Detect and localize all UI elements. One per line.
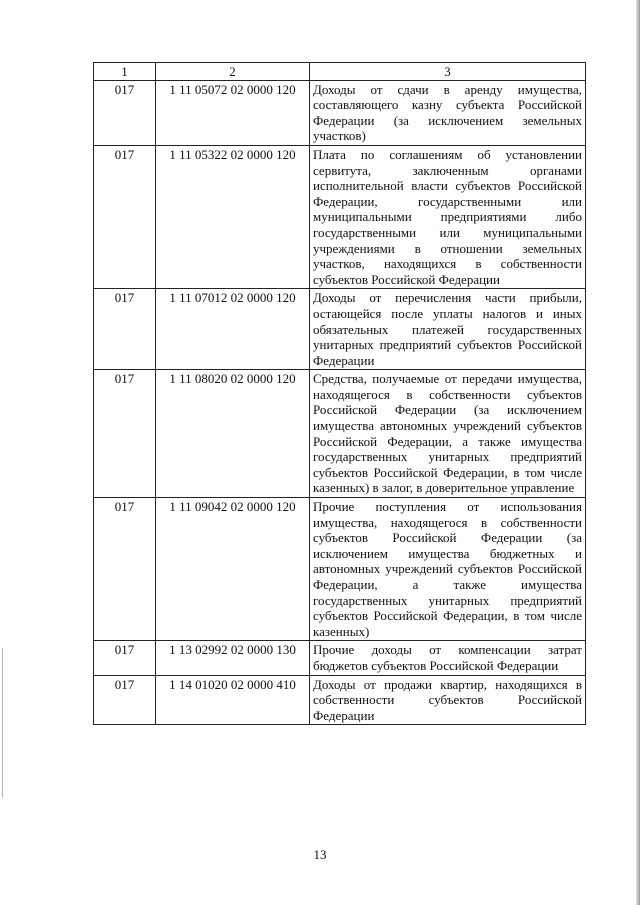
description-cell: Прочие поступления от использования имущества, находящегося в собственности субъектов Российской Федерации (за исключением имущества бюджетных и автономных учреждений субъектов Российской Федерации, а также имущества государственных унитарных предприятий субъектов Российской Федерации, в том числе казенных): [310, 498, 586, 641]
column-header-1: 1: [94, 63, 156, 81]
income-code-cell: 1 14 01020 02 0000 410: [156, 675, 310, 725]
income-code-cell: 1 11 05322 02 0000 120: [156, 145, 310, 288]
admin-code-cell: 017: [94, 498, 156, 641]
scan-mark: [2, 648, 3, 798]
income-code-cell: 1 11 08020 02 0000 120: [156, 370, 310, 498]
income-code-cell: 1 13 02992 02 0000 130: [156, 641, 310, 675]
admin-code-cell: 017: [94, 289, 156, 370]
table-row: [94, 675, 586, 725]
table-row: [94, 370, 586, 498]
admin-code-cell: 017: [94, 370, 156, 498]
table-row: [94, 498, 586, 641]
table-row: [94, 145, 586, 288]
income-code-cell: 1 11 07012 02 0000 120: [156, 289, 310, 370]
description-cell: Средства, получаемые от передачи имущества, находящегося в собственности субъектов Российской Федерации (за исключением имущества автономных учреждений субъектов Российской Федерации, а также имущества государственных унитарных предприятий субъектов Российской Федерации, в том числе казенных) в залог, в доверительное управление: [310, 370, 586, 498]
income-codes-table: [93, 62, 586, 725]
table-row: [94, 80, 586, 145]
description-cell: Доходы от продажи квартир, находящихся в собственности субъектов Российской Федерации: [310, 675, 586, 725]
header-row: [94, 63, 586, 81]
admin-code-cell: 017: [94, 80, 156, 145]
description-cell: Доходы от сдачи в аренду имущества, составляющего казну субъекта Российской Федерации (за исключением земельных участков): [310, 80, 586, 145]
income-code-cell: 1 11 05072 02 0000 120: [156, 80, 310, 145]
table-row: [94, 289, 586, 370]
admin-code-cell: 017: [94, 641, 156, 675]
admin-code-cell: 017: [94, 145, 156, 288]
column-header-2: 2: [156, 63, 310, 81]
description-cell: Плата по соглашениям об установлении сервитута, заключенным органами исполнительной власти субъектов Российской Федерации, государственными или муниципальными предприятиями либо государственными или муниципальными учреждениями в отношении земельных участков, находящихся в собственности субъектов Российской Федерации: [310, 145, 586, 288]
table-row: [94, 641, 586, 675]
admin-code-cell: 017: [94, 675, 156, 725]
income-code-cell: 1 11 09042 02 0000 120: [156, 498, 310, 641]
description-cell: Доходы от перечисления части прибыли, остающейся после уплаты налогов и иных обязательных платежей государственных унитарных предприятий субъектов Российской Федерации: [310, 289, 586, 370]
page-number: 13: [313, 847, 327, 862]
description-cell: Прочие доходы от компенсации затрат бюджетов субъектов Российской Федерации: [310, 641, 586, 675]
column-header-3: 3: [310, 63, 586, 81]
scan-edge: [636, 0, 640, 905]
